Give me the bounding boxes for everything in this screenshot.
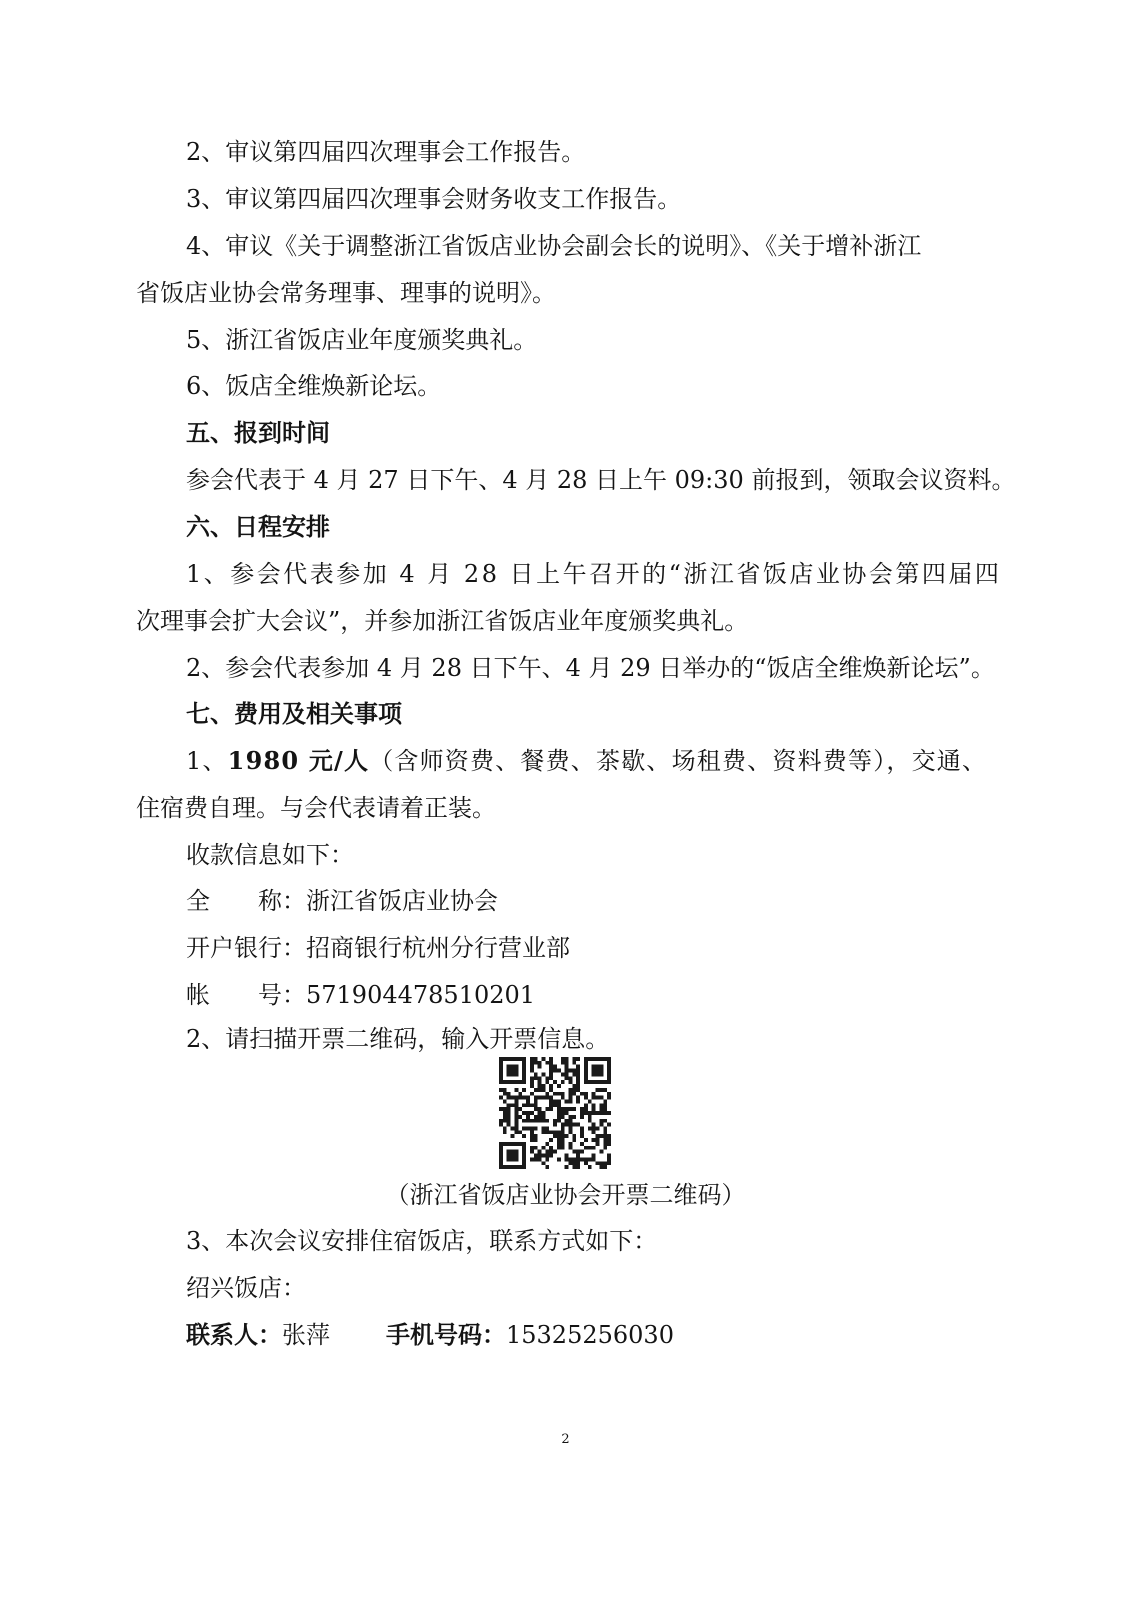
payment-intro: 收款信息如下： [186, 841, 354, 869]
account-name-label: 全 称： [186, 887, 306, 915]
qr-caption: （浙江省饭店业协会开票二维码） [385, 1181, 746, 1209]
contact-label: 联系人： [186, 1320, 282, 1349]
account-name-value: 浙江省饭店业协会 [306, 887, 498, 915]
bank-row [0, 931, 1131, 965]
agenda-item-5: 5、浙江省饭店业年度颁奖典礼。 [186, 326, 538, 354]
agenda-item-4-line-2: 省饭店业协会常务理事、理事的说明》。 [136, 279, 556, 307]
fee-line-1 [0, 744, 1131, 778]
account-name-row [0, 884, 1131, 918]
agenda-item-2: 2、审议第四届四次理事会工作报告。 [186, 138, 586, 166]
contact-name: 张萍 [282, 1321, 330, 1349]
invoice-qr-code [499, 1057, 611, 1169]
page-number: 2 [561, 1432, 570, 1447]
account-number-label: 帐 号： [186, 981, 306, 1009]
agenda-item-6: 6、饭店全维焕新论坛。 [186, 372, 442, 400]
fee-line-2: 住宿费自理。与会代表请着正装。 [136, 794, 496, 822]
bank-value: 招商银行杭州分行营业部 [306, 934, 570, 962]
section-6-heading: 六、日程安排 [186, 512, 330, 541]
fee-prefix: 1、 [186, 747, 228, 775]
schedule-item-1-line-1: 1、参会代表参加 4 月 28 日上午召开的“浙江省饭店业协会第四届四 [186, 560, 1002, 588]
schedule-item-1-line-2: 次理事会扩大会议”，并参加浙江省饭店业年度颁奖典礼。 [136, 607, 749, 635]
account-number-row [0, 978, 1131, 1012]
agenda-item-3: 3、审议第四届四次理事会财务收支工作报告。 [186, 185, 682, 213]
hotel-note: 3、本次会议安排住宿饭店，联系方式如下： [186, 1227, 658, 1255]
section-7-heading: 七、费用及相关事项 [186, 699, 402, 728]
phone-label: 手机号码： [386, 1320, 506, 1349]
fee-amount: 1980 元/人 [227, 746, 370, 775]
schedule-item-2: 2、参会代表参加 4 月 28 日下午、4 月 29 日举办的“饭店全维焕新论坛”。 [186, 654, 995, 682]
invoice-note: 2、请扫描开票二维码，输入开票信息。 [186, 1025, 610, 1053]
contact-row [0, 1318, 1131, 1352]
bank-label: 开户银行： [186, 934, 306, 962]
section-5-heading: 五、报到时间 [186, 418, 330, 447]
account-number-value: 571904478510201 [306, 981, 536, 1009]
agenda-item-4-line-1: 4、审议《关于调整浙江省饭店业协会副会长的说明》、《关于增补浙江 [186, 232, 922, 260]
hotel-name: 绍兴饭店： [186, 1274, 306, 1302]
fee-details: （含师资费、餐费、茶歇、场租费、资料费等），交通、 [369, 747, 988, 775]
section-5-text: 参会代表于 4 月 27 日下午、4 月 28 日上午 09:30 前报到，领取会议资料。 [186, 466, 1016, 494]
phone-number: 15325256030 [506, 1321, 674, 1349]
qr-modules [499, 1057, 611, 1169]
